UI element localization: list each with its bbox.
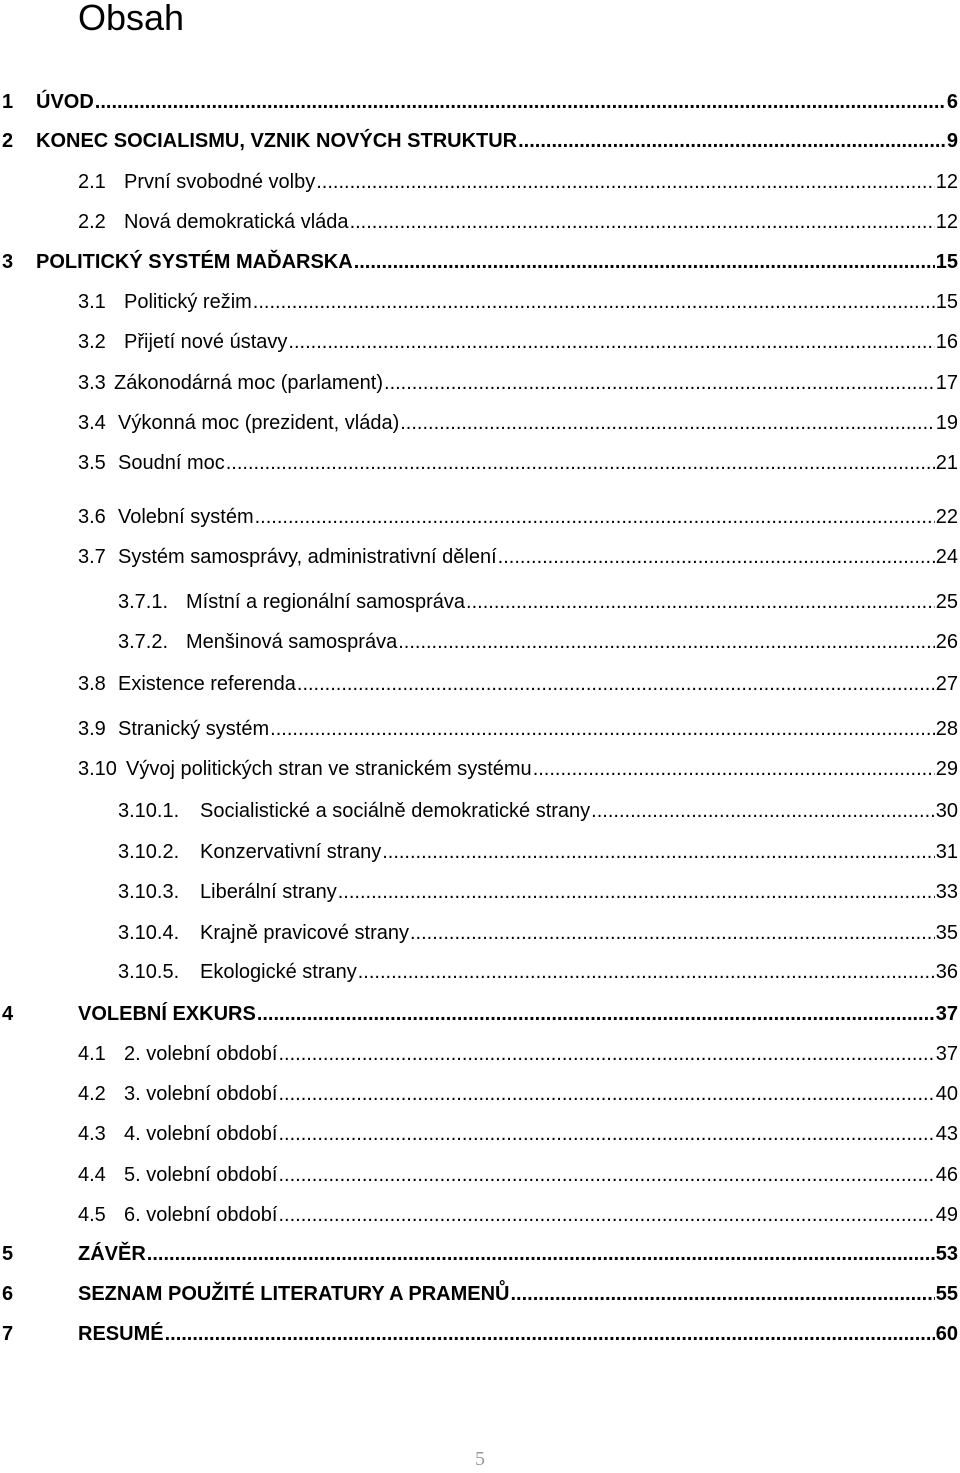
toc-entry[interactable] <box>78 545 958 569</box>
toc-entry-page: 53 <box>935 1243 958 1265</box>
toc-entry-title: Soudní moc <box>118 452 225 474</box>
toc-entry-page: 28 <box>935 718 958 740</box>
toc-entry-number: 3.3 <box>78 372 106 394</box>
toc-dot-leader <box>382 840 935 864</box>
toc-entry-page: 49 <box>935 1204 958 1226</box>
toc-entry-number: 7 <box>2 1323 14 1345</box>
toc-entry-number: 3.7 <box>78 546 106 568</box>
toc-dot-leader <box>165 1322 935 1346</box>
toc-entry-page: 60 <box>935 1323 958 1345</box>
toc-dot-leader <box>350 210 935 234</box>
toc-entry-page: 35 <box>935 922 958 944</box>
toc-entry-page: 17 <box>935 372 958 394</box>
toc-entry-number: 3.7.2. <box>118 631 169 653</box>
toc-entry[interactable] <box>78 505 958 529</box>
toc-entry[interactable] <box>118 960 958 984</box>
toc-entry-page: 27 <box>935 673 958 695</box>
toc-entry-page: 25 <box>935 591 958 613</box>
toc-entry-page: 15 <box>935 251 958 273</box>
toc-dot-leader <box>354 250 935 274</box>
toc-dot-leader <box>226 451 935 475</box>
toc-dot-leader <box>398 630 935 654</box>
toc-entry-number: 2.1 <box>78 171 106 193</box>
toc-entry-title: 4. volební období <box>124 1123 278 1145</box>
toc-entry[interactable] <box>78 1203 958 1227</box>
toc-entry-title: Socialistické a sociálně demokratické strany <box>200 800 591 822</box>
toc-entry-page: 31 <box>935 841 958 863</box>
toc-entry-number: 2 <box>2 130 14 152</box>
toc-entry-number: 4.5 <box>78 1204 106 1226</box>
toc-entry[interactable] <box>78 1122 958 1146</box>
toc-entry-page: 16 <box>935 331 958 353</box>
toc-entry-title: Systém samosprávy, administrativní dělení <box>118 546 497 568</box>
toc-entry-number: 3.4 <box>78 412 106 434</box>
page-title: Obsah <box>78 0 185 38</box>
toc-entry-number: 6 <box>2 1283 14 1305</box>
toc-entry[interactable] <box>78 1042 958 1066</box>
toc-entry-title: Ekologické strany <box>200 961 357 983</box>
toc-entry-number: 3.2 <box>78 331 106 353</box>
toc-entry-number: 3.6 <box>78 506 106 528</box>
toc-entry-title: První svobodné volby <box>124 171 316 193</box>
toc-entry-title: 3. volební období <box>124 1083 278 1105</box>
toc-entry-title: Nová demokratická vláda <box>124 211 349 233</box>
toc-entry-number: 4 <box>2 1003 14 1025</box>
toc-dot-leader <box>95 90 946 114</box>
toc-dot-leader <box>278 1042 934 1066</box>
toc-dot-leader <box>278 1203 934 1227</box>
toc-entry[interactable] <box>2 1242 958 1266</box>
toc-entry-page: 46 <box>935 1164 958 1186</box>
toc-entry-title: Politický režim <box>124 291 252 313</box>
toc-entry-title: Existence referenda <box>118 673 296 695</box>
toc-entry-number: 4.4 <box>78 1164 106 1186</box>
toc-entry-title: KONEC SOCIALISMU, VZNIK NOVÝCH STRUKTUR <box>36 130 518 152</box>
toc-entry[interactable] <box>118 880 958 904</box>
toc-entry[interactable] <box>118 840 958 864</box>
toc-entry-number: 3.10.3. <box>118 881 180 903</box>
toc-entry-title: SEZNAM POUŽITÉ LITERATURY A PRAMENŮ <box>78 1283 510 1305</box>
toc-entry-page: 24 <box>935 546 958 568</box>
toc-entry-number: 3.10 <box>78 758 117 780</box>
toc-dot-leader <box>410 921 935 945</box>
toc-dot-leader <box>338 880 935 904</box>
toc-entry-title: RESUMÉ <box>78 1323 164 1345</box>
toc-entry-title: 5. volební období <box>124 1164 278 1186</box>
toc-entry-page: 37 <box>935 1043 958 1065</box>
toc-entry-number: 4.3 <box>78 1123 106 1145</box>
toc-dot-leader <box>278 1082 934 1106</box>
toc-entry-title: Stranický systém <box>118 718 270 740</box>
toc-entry[interactable] <box>2 1282 958 1306</box>
toc-entry-page: 21 <box>935 452 958 474</box>
toc-entry-number: 3.9 <box>78 718 106 740</box>
toc-entry-number: 3.10.5. <box>118 961 180 983</box>
toc-entry-title: Volební systém <box>118 506 254 528</box>
toc-entry-number: 3.10.4. <box>118 922 180 944</box>
toc-dot-leader <box>270 717 935 741</box>
toc-entry-title: ÚVOD <box>36 91 94 113</box>
toc-dot-leader <box>384 371 935 395</box>
toc-entry-page: 19 <box>935 412 958 434</box>
toc-dot-leader <box>297 672 935 696</box>
toc-entry-page: 40 <box>935 1083 958 1105</box>
toc-entry[interactable] <box>2 250 958 274</box>
toc-entry-number: 3.10.2. <box>118 841 180 863</box>
toc-entry-page: 15 <box>935 291 958 313</box>
toc-dot-leader <box>510 1282 934 1306</box>
toc-dot-leader <box>255 505 935 529</box>
toc-entry-number: 4.2 <box>78 1083 106 1105</box>
toc-entry-title: ZÁVĚR <box>78 1243 146 1265</box>
toc-entry-title: POLITICKÝ SYSTÉM MAĎARSKA <box>36 251 353 273</box>
toc-entry[interactable] <box>2 129 958 153</box>
toc-entry-title: Místní a regionální samospráva <box>186 591 466 613</box>
toc-dot-leader <box>466 590 935 614</box>
toc-entry[interactable] <box>78 170 958 194</box>
toc-entry-page: 30 <box>935 800 958 822</box>
toc-entry-page: 33 <box>935 881 958 903</box>
toc-entry-title: VOLEBNÍ EXKURS <box>78 1003 256 1025</box>
toc-entry[interactable] <box>2 1002 958 1026</box>
toc-entry[interactable] <box>78 757 958 781</box>
toc-entry[interactable] <box>78 411 958 435</box>
toc-entry[interactable] <box>118 630 958 654</box>
toc-entry-title: Zákonodárná moc (parlament) <box>114 372 384 394</box>
toc-entry-number: 1 <box>2 91 14 113</box>
toc-entry[interactable] <box>78 290 958 314</box>
toc-entry[interactable] <box>78 1163 958 1187</box>
toc-entry[interactable] <box>78 371 958 395</box>
toc-dot-leader <box>518 129 946 153</box>
toc-entry-page: 37 <box>935 1003 958 1025</box>
toc-entry-title: Menšinová samospráva <box>186 631 398 653</box>
toc-dot-leader <box>278 1163 934 1187</box>
toc-entry[interactable] <box>2 1322 958 1346</box>
toc-entry-title: 2. volební období <box>124 1043 278 1065</box>
toc-entry-title: Výkonná moc (prezident, vláda) <box>118 412 400 434</box>
toc-entry-title: Přijetí nové ústavy <box>124 331 288 353</box>
toc-dot-leader <box>533 757 935 781</box>
toc-entry-number: 3.1 <box>78 291 106 313</box>
toc-entry-title: 6. volební období <box>124 1204 278 1226</box>
toc-entry-page: 12 <box>935 211 958 233</box>
toc-entry-title: Liberální strany <box>200 881 337 903</box>
toc-entry[interactable] <box>78 330 958 354</box>
toc-dot-leader <box>400 411 935 435</box>
toc-entry[interactable] <box>118 799 958 823</box>
toc-entry-number: 3.7.1. <box>118 591 169 613</box>
toc-entry[interactable] <box>78 717 958 741</box>
toc-entry-number: 2.2 <box>78 211 106 233</box>
toc-entry-title: Konzervativní strany <box>200 841 382 863</box>
toc-entry[interactable] <box>78 1082 958 1106</box>
toc-entry-page: 9 <box>946 130 958 152</box>
toc-entry[interactable] <box>78 672 958 696</box>
toc-entry-page: 26 <box>935 631 958 653</box>
toc-entry-page: 6 <box>946 91 958 113</box>
toc-entry-page: 36 <box>935 961 958 983</box>
toc-entry-number: 5 <box>2 1243 14 1265</box>
toc-entry-page: 43 <box>935 1123 958 1145</box>
toc-entry[interactable] <box>2 90 958 114</box>
toc-entry[interactable] <box>78 451 958 475</box>
toc-entry-number: 3.10.1. <box>118 800 180 822</box>
toc-entry-title: Vývoj politických stran ve stranickém systému <box>126 758 532 780</box>
toc-dot-leader <box>278 1122 934 1146</box>
toc-entry-page: 55 <box>935 1283 958 1305</box>
toc-dot-leader <box>316 170 935 194</box>
toc-entry-title: Krajně pravicové strany <box>200 922 409 944</box>
toc-dot-leader <box>147 1242 935 1266</box>
toc-entry-number: 4.1 <box>78 1043 106 1065</box>
toc-dot-leader <box>591 799 935 823</box>
toc-dot-leader <box>358 960 935 984</box>
toc-entry-number: 3.8 <box>78 673 106 695</box>
toc-entry-page: 29 <box>935 758 958 780</box>
toc-dot-leader <box>498 545 935 569</box>
toc-dot-leader <box>253 290 935 314</box>
toc-dot-leader <box>257 1002 935 1026</box>
toc-entry[interactable] <box>118 921 958 945</box>
toc-entry[interactable] <box>118 590 958 614</box>
page-number: 5 <box>475 1448 485 1470</box>
toc-entry-page: 22 <box>935 506 958 528</box>
toc-dot-leader <box>288 330 934 354</box>
toc-entry-number: 3 <box>2 251 14 273</box>
toc-entry[interactable] <box>78 210 958 234</box>
toc-entry-number: 3.5 <box>78 452 106 474</box>
toc-entry-page: 12 <box>935 171 958 193</box>
